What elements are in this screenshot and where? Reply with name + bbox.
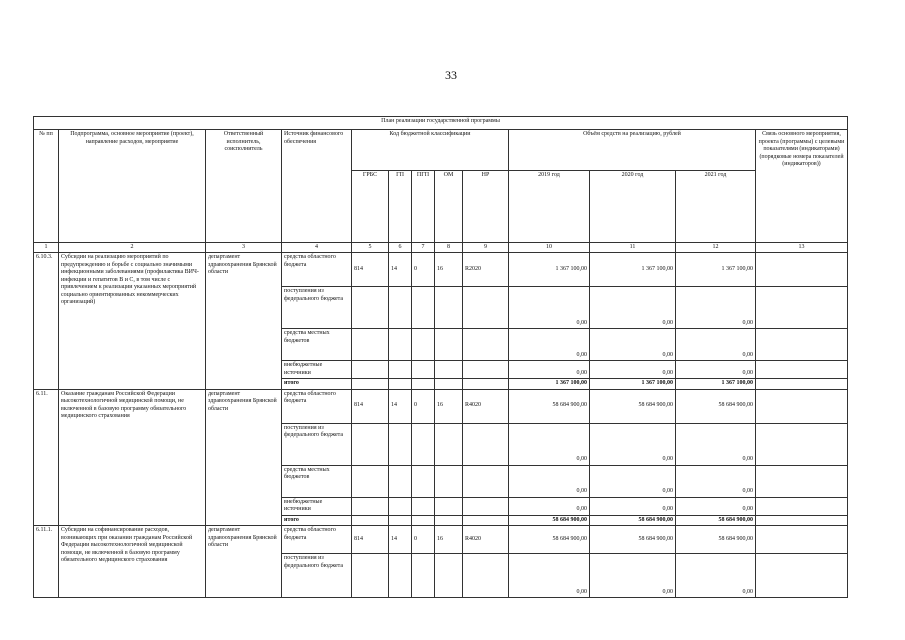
amount-2021: 0,00 [676, 287, 756, 329]
amount-2021: 0,00 [676, 423, 756, 465]
code-gp: 14 [389, 389, 412, 423]
source-label: средства областного бюджета [282, 389, 352, 423]
code-om [435, 497, 463, 515]
code-gp: 14 [389, 526, 412, 554]
column-number: 13 [756, 243, 848, 253]
source-label: средства областного бюджета [282, 526, 352, 554]
table-row [34, 253, 848, 287]
amount-2021: 0,00 [676, 361, 756, 379]
code-grbs: 814 [352, 526, 389, 554]
code-np [463, 379, 509, 390]
amount-2020: 0,00 [590, 465, 676, 497]
header-budget-code: Код бюджетной классификации [352, 130, 509, 171]
header-gp: ГП [389, 171, 412, 243]
code-gp [389, 423, 412, 465]
source-label: внебюджетные источники [282, 361, 352, 379]
amount-2021: 0,00 [676, 329, 756, 361]
row-number: 6.11. [34, 389, 59, 526]
column-number: 10 [509, 243, 590, 253]
code-gp: 14 [389, 253, 412, 287]
code-np: R4020 [463, 389, 509, 423]
amount-2020: 0,00 [590, 554, 676, 598]
amount-2020: 58 684 900,00 [590, 389, 676, 423]
amount-2019: 0,00 [509, 329, 590, 361]
code-pgp [412, 379, 435, 390]
source-label: средства областного бюджета [282, 253, 352, 287]
column-number: 2 [59, 243, 206, 253]
code-np: R4020 [463, 526, 509, 554]
amount-2021: 1 367 100,00 [676, 379, 756, 390]
source-label: средства местных бюджетов [282, 465, 352, 497]
amount-2020: 0,00 [590, 329, 676, 361]
code-om: 16 [435, 389, 463, 423]
code-np [463, 554, 509, 598]
code-np [463, 287, 509, 329]
code-grbs: 814 [352, 389, 389, 423]
header-2020: 2020 год [590, 171, 676, 243]
amount-2019: 0,00 [509, 554, 590, 598]
amount-2019: 58 684 900,00 [509, 526, 590, 554]
code-gp [389, 361, 412, 379]
column-numbers-row [34, 243, 848, 253]
amount-2019: 0,00 [509, 287, 590, 329]
row-name: Субсидии на реализацию мероприятий по предупреждению и борьбе с социально значимыми инфекционными заболеваниями (профилактика ВИЧ-инфекции и гепатитов В и С, в том числе с привлечением к реализации указанных мероприятий социально ориентированных некоммерческих организаций) [59, 253, 206, 390]
source-label: внебюджетные источники [282, 497, 352, 515]
header-np: НР [463, 171, 509, 243]
table-row [34, 389, 848, 423]
header-name: Подпрограмма, основное мероприятие (проект), направление расходов, мероприятие [59, 130, 206, 243]
code-pgp [412, 423, 435, 465]
header-executor: Ответственный исполнитель, соисполнитель [206, 130, 282, 243]
code-grbs [352, 361, 389, 379]
header-amount: Объём средств на реализацию, рублей [509, 130, 756, 171]
code-om [435, 465, 463, 497]
code-om [435, 287, 463, 329]
code-om [435, 423, 463, 465]
code-om: 16 [435, 526, 463, 554]
code-gp [389, 497, 412, 515]
code-om [435, 329, 463, 361]
column-number: 4 [282, 243, 352, 253]
plan-table [33, 116, 848, 598]
source-label: поступления из федерального бюджета [282, 554, 352, 598]
code-grbs [352, 287, 389, 329]
code-gp [389, 465, 412, 497]
code-np [463, 465, 509, 497]
row-executor: департамент здравоохранения Брянской области [206, 389, 282, 526]
amount-2021: 1 367 100,00 [676, 253, 756, 287]
code-pgp: 0 [412, 389, 435, 423]
amount-2019: 0,00 [509, 423, 590, 465]
amount-2021: 0,00 [676, 554, 756, 598]
code-om [435, 554, 463, 598]
column-number: 1 [34, 243, 59, 253]
code-om: 16 [435, 253, 463, 287]
row-name: Оказание гражданам Российской Федерации высокотехнологичной медицинской помощи, не включенной в базовую программу обязательного медицинского страхования [59, 389, 206, 526]
code-np: R2020 [463, 253, 509, 287]
indicator-link [756, 497, 848, 515]
column-number: 5 [352, 243, 389, 253]
code-grbs [352, 379, 389, 390]
header-source: Источник финансового обеспечения [282, 130, 352, 243]
table-title: План реализации государственной программы [34, 117, 848, 130]
code-pgp [412, 361, 435, 379]
code-grbs: 814 [352, 253, 389, 287]
code-gp [389, 329, 412, 361]
code-grbs [352, 515, 389, 526]
code-np [463, 361, 509, 379]
header-grbs: ГРБС [352, 171, 389, 243]
source-label: поступления из федерального бюджета [282, 423, 352, 465]
code-pgp: 0 [412, 526, 435, 554]
page-number: 33 [445, 68, 457, 82]
row-number: 6.11.1. [34, 526, 59, 598]
amount-2019: 58 684 900,00 [509, 515, 590, 526]
amount-2019: 0,00 [509, 361, 590, 379]
source-label: средства местных бюджетов [282, 329, 352, 361]
row-name: Субсидии на софинансирование расходов, возникающих при оказании гражданам Российской Федерации высокотехнологичной медицинской помощи, не включенной в базовую программу обязательного медицинского страхования [59, 526, 206, 598]
code-pgp [412, 465, 435, 497]
indicator-link [756, 423, 848, 465]
row-executor: департамент здравоохранения Брянской области [206, 526, 282, 598]
indicator-link [756, 554, 848, 598]
header-2021: 2021 год [676, 171, 756, 243]
indicator-link [756, 361, 848, 379]
amount-2019: 1 367 100,00 [509, 253, 590, 287]
indicator-link [756, 379, 848, 390]
header-pgp: ПГП [412, 171, 435, 243]
code-gp [389, 515, 412, 526]
amount-2019: 0,00 [509, 497, 590, 515]
code-pgp [412, 515, 435, 526]
amount-2020: 0,00 [590, 361, 676, 379]
indicator-link [756, 253, 848, 287]
amount-2019: 0,00 [509, 465, 590, 497]
code-np [463, 515, 509, 526]
code-gp [389, 379, 412, 390]
amount-2020: 1 367 100,00 [590, 379, 676, 390]
column-number: 6 [389, 243, 412, 253]
header-2019: 2019 год [509, 171, 590, 243]
indicator-link [756, 329, 848, 361]
code-pgp [412, 287, 435, 329]
column-number: 8 [435, 243, 463, 253]
indicator-link [756, 526, 848, 554]
amount-2021: 0,00 [676, 497, 756, 515]
amount-2020: 1 367 100,00 [590, 253, 676, 287]
amount-2020: 58 684 900,00 [590, 515, 676, 526]
amount-2021: 0,00 [676, 465, 756, 497]
amount-2021: 58 684 900,00 [676, 389, 756, 423]
code-np [463, 329, 509, 361]
code-pgp [412, 554, 435, 598]
code-om [435, 361, 463, 379]
amount-2020: 0,00 [590, 287, 676, 329]
amount-2020: 0,00 [590, 423, 676, 465]
indicator-link [756, 389, 848, 423]
code-gp [389, 554, 412, 598]
code-om [435, 515, 463, 526]
indicator-link [756, 465, 848, 497]
column-number: 9 [463, 243, 509, 253]
code-gp [389, 287, 412, 329]
table-row [34, 526, 848, 554]
code-grbs [352, 329, 389, 361]
code-pgp: 0 [412, 253, 435, 287]
source-label: итого [282, 515, 352, 526]
header-link: Связь основного мероприятия, проекта (программы) с целевыми показателями (индикаторами) (порядковые номера показателей (индикаторов)) [756, 130, 848, 243]
amount-2021: 58 684 900,00 [676, 526, 756, 554]
code-grbs [352, 423, 389, 465]
code-grbs [352, 497, 389, 515]
column-number: 11 [590, 243, 676, 253]
code-grbs [352, 465, 389, 497]
source-label: итого [282, 379, 352, 390]
indicator-link [756, 515, 848, 526]
row-executor: департамент здравоохранения Брянской области [206, 253, 282, 390]
header-num: № пп [34, 130, 59, 243]
code-np [463, 423, 509, 465]
amount-2019: 1 367 100,00 [509, 379, 590, 390]
row-number: 6.10.3. [34, 253, 59, 390]
amount-2021: 58 684 900,00 [676, 515, 756, 526]
code-pgp [412, 497, 435, 515]
code-np [463, 497, 509, 515]
indicator-link [756, 287, 848, 329]
code-om [435, 379, 463, 390]
amount-2020: 58 684 900,00 [590, 526, 676, 554]
header-om: ОМ [435, 171, 463, 243]
column-number: 12 [676, 243, 756, 253]
amount-2020: 0,00 [590, 497, 676, 515]
code-pgp [412, 329, 435, 361]
source-label: поступления из федерального бюджета [282, 287, 352, 329]
code-grbs [352, 554, 389, 598]
column-number: 3 [206, 243, 282, 253]
column-number: 7 [412, 243, 435, 253]
amount-2019: 58 684 900,00 [509, 389, 590, 423]
